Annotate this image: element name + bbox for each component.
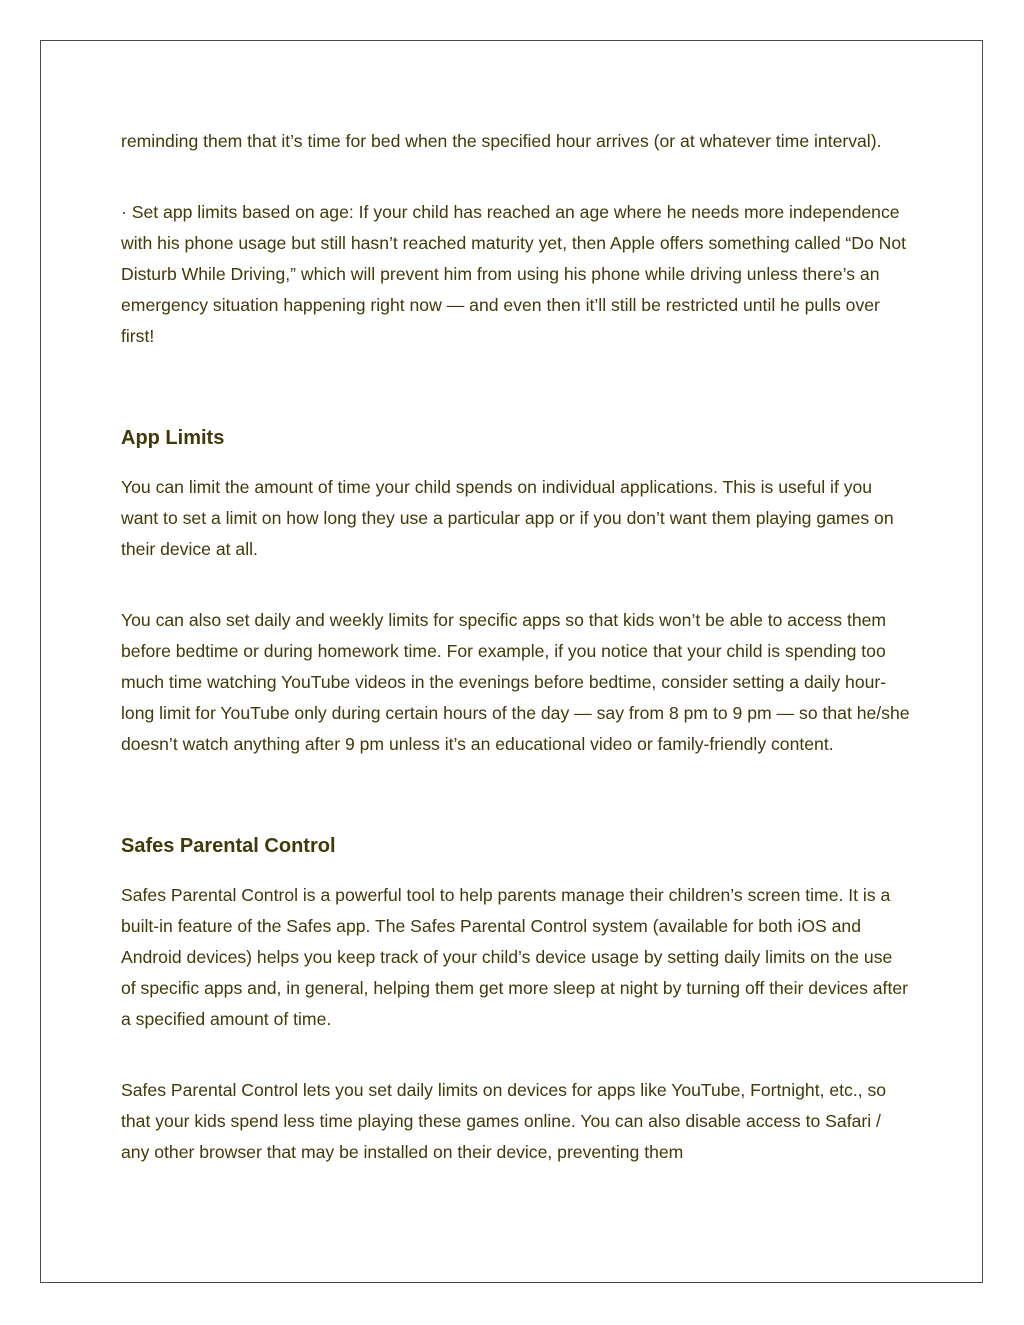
section-heading-app-limits: App Limits — [121, 427, 225, 449]
intro-paragraph-2: · Set app limits based on age: If your child has reached an age where he needs more independence with his phone usage but still hasn’t reached maturity yet, then Apple offers something called “Do Not Disturb While Driving,” which will prevent him from using his phone while driving unless there’s an emergency situation happening right now — and even then it’ll still be restricted until he pulls over first! — [121, 202, 906, 346]
document-body — [121, 126, 911, 1168]
app-limits-paragraph-2: You can also set daily and weekly limits for specific apps so that kids won’t be able to access them before bedtime or during homework time. For example, if you notice that your child is spending too much time watching YouTube videos in the evenings before bedtime, consider setting a daily hour-long limit for YouTube only during certain hours of the day — say from 8 pm to 9 pm — so that he/she doesn’t watch anything after 9 pm unless it’s an educational video or family-friendly content. — [121, 610, 910, 754]
safes-paragraph-2: Safes Parental Control lets you set daily limits on devices for apps like YouTube, Fortnight, etc., so that your kids spend less time playing these games online. You can also disable access to Safari / any other browser that may be installed on their device, preventing them — [121, 1080, 887, 1162]
app-limits-paragraph-1: You can limit the amount of time your child spends on individual applications. This is useful if you want to set a limit on how long they use a particular app or if you don’t want them playing games on their device at all. — [121, 477, 894, 559]
section-heading-safes: Safes Parental Control — [121, 835, 336, 857]
intro-paragraph-1: reminding them that it’s time for bed when the specified hour arrives (or at whatever time interval). — [121, 131, 882, 151]
safes-paragraph-1: Safes Parental Control is a powerful tool to help parents manage their children’s screen time. It is a built-in feature of the Safes app. The Safes Parental Control system (available for both iOS and Android devices) helps you keep track of your child’s device usage by setting daily limits on the use of specific apps and, in general, helping them get more sleep at night by turning off their devices after a specified amount of time. — [121, 885, 908, 1029]
